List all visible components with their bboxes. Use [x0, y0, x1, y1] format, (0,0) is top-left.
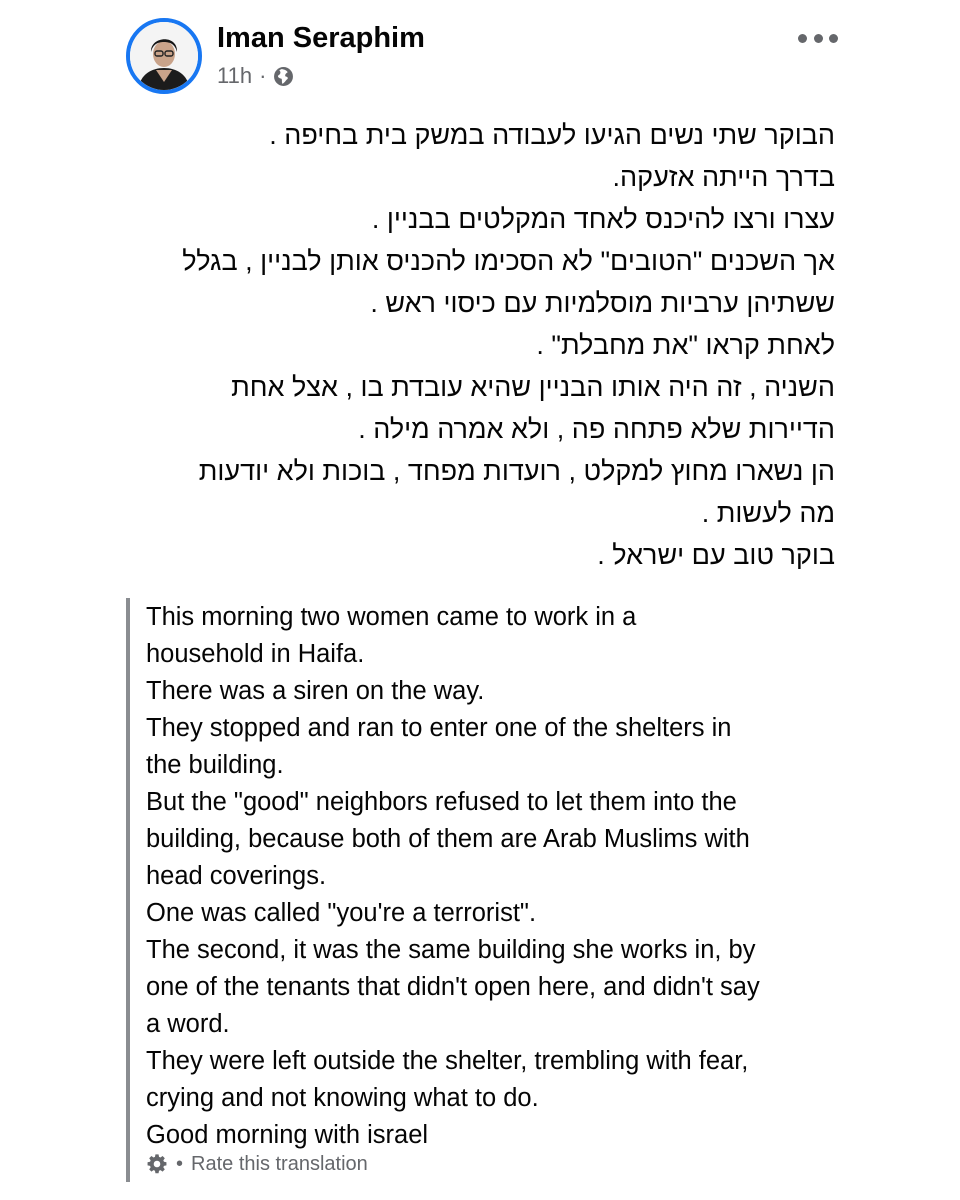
gear-icon[interactable] — [146, 1153, 168, 1175]
translation-line: There was a siren on the way. — [146, 677, 485, 705]
translation-line: building, because both of them are Arab Muslims with — [146, 825, 750, 853]
post-text-line: השניה , זה היה אותו הבניין שהיא עובדת בו , אצל אחת — [231, 372, 835, 402]
post-text-line: בדרך הייתה אזעקה. — [612, 162, 835, 192]
translation-line: one of the tenants that didn't open here, and didn't say — [146, 973, 760, 1001]
more-dot — [798, 34, 807, 43]
more-dot — [814, 34, 823, 43]
translation-line: This morning two women came to work in a — [146, 603, 637, 631]
translation-line: The second, it was the same building she works in, by — [146, 936, 756, 964]
post-text-line: ששתיהן ערביות מוסלמיות עם כיסוי ראש . — [370, 288, 835, 318]
post-text-line: עצרו ורצו להיכנס לאחד המקלטים בבניין . — [371, 204, 835, 234]
post-text-line: אך השכנים "הטובים" לא הסכימו להכניס אותן לבניין , בגלל — [182, 246, 835, 276]
translation-line: a word. — [146, 1010, 230, 1038]
author-avatar[interactable] — [126, 18, 202, 94]
post-text-line: מה לעשות . — [701, 498, 835, 528]
translation-line: They were left outside the shelter, trembling with fear, — [146, 1047, 749, 1075]
translation-line: But the "good" neighbors refused to let them into the — [146, 788, 737, 816]
post-text-line: הדיירות שלא פתחה פה , ולא אמרה מילה . — [358, 414, 835, 444]
more-dot — [829, 34, 838, 43]
more-icon[interactable] — [798, 26, 838, 50]
translation-footer — [146, 1150, 368, 1178]
translation-block — [126, 598, 830, 1182]
translation-line: crying and not knowing what to do. — [146, 1084, 539, 1112]
translation-line: Good morning with israel — [146, 1121, 429, 1149]
translation-line: head coverings. — [146, 862, 327, 890]
post-text-line: הן נשארו מחוץ למקלט , רועדות מפחד , בוכות ולא יודעות — [198, 456, 835, 486]
translation-line: the building. — [146, 751, 284, 779]
post-meta — [217, 62, 294, 90]
post-text-line: בוקר טוב עם ישראל . — [597, 540, 835, 570]
translation-line: One was called "you're a terrorist". — [146, 899, 537, 927]
meta-separator: · — [259, 63, 267, 88]
globe-icon — [273, 66, 294, 87]
post-text-line: הבוקר שתי נשים הגיעו לעבודה במשק בית בחיפה . — [269, 120, 835, 150]
post-time[interactable]: 11h — [217, 63, 253, 88]
translation-text — [146, 599, 826, 1154]
translation-line: They stopped and ran to enter one of the shelters in — [146, 714, 732, 742]
post-text-hebrew — [110, 114, 835, 576]
author-name[interactable]: Iman Seraphim — [217, 22, 425, 54]
post-text-line: לאחת קראו "את מחבלת" . — [536, 330, 835, 360]
footer-separator: • — [176, 1152, 184, 1175]
rate-translation-link[interactable]: Rate this translation — [191, 1152, 368, 1175]
post-header — [0, 0, 960, 110]
translation-line: household in Haifa. — [146, 640, 365, 668]
